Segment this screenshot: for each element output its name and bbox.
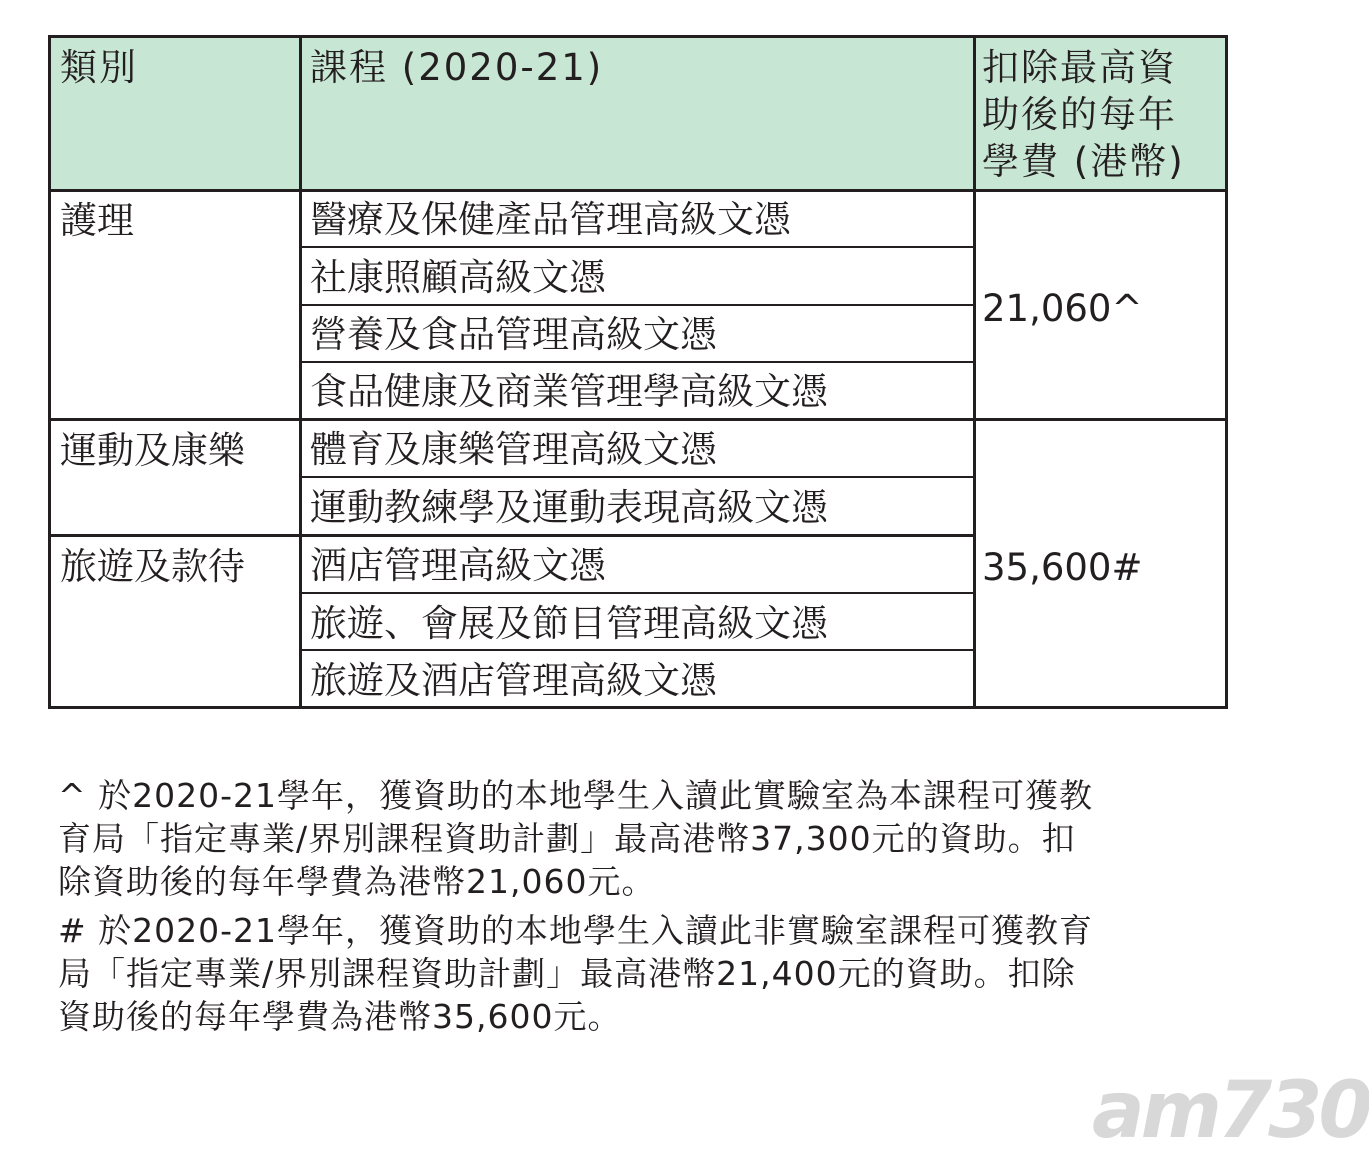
header-divider [48, 189, 1228, 192]
table-border-bottom [48, 706, 1228, 709]
category-cell: 運動及康樂 [60, 429, 245, 472]
footnotes [58, 774, 1238, 1038]
footnote-line: 除資助後的每年學費為港幣21,060元。 [58, 862, 656, 901]
row-divider [299, 361, 976, 363]
fee-cell: 21,060^ [982, 287, 1143, 330]
header-fee-line-2: 助後的每年 [982, 93, 1177, 136]
row-divider [299, 304, 976, 306]
row-divider [299, 592, 976, 594]
row-divider [299, 246, 976, 248]
header-category: 類別 [60, 46, 138, 89]
column-divider [973, 35, 976, 709]
group-divider [48, 534, 976, 537]
course-cell: 社康照顧高級文憑 [310, 256, 606, 299]
course-cell: 旅遊、會展及節目管理高級文憑 [310, 602, 828, 645]
footnote-line: ^ 於2020-21學年，獲資助的本地學生入讀此實驗室為本課程可獲教 [58, 776, 1094, 815]
fee-cell: 35,600# [982, 546, 1143, 589]
footnote-hash [58, 909, 1238, 1038]
table-border-left [48, 35, 51, 709]
category-cell: 旅遊及款待 [60, 545, 245, 588]
course-cell: 體育及康樂管理高級文憑 [310, 428, 717, 471]
footnote-line: 資助後的每年學費為港幣35,600元。 [58, 997, 622, 1036]
footnote-line: # 於2020-21學年，獲資助的本地學生入讀此非實驗室課程可獲教育 [58, 911, 1094, 950]
footnote-line: 育局「指定專業/界別課程資助計劃」最高港幣37,300元的資助。扣 [58, 819, 1076, 858]
course-cell: 營養及食品管理高級文憑 [310, 313, 717, 356]
column-divider [299, 35, 302, 709]
group-divider [48, 418, 1228, 421]
course-cell: 食品健康及商業管理學高級文憑 [310, 370, 828, 413]
footnote-caret [58, 774, 1238, 903]
course-cell: 醫療及保健產品管理高級文憑 [310, 198, 791, 241]
course-cell: 酒店管理高級文憑 [310, 544, 606, 587]
course-cell: 旅遊及酒店管理高級文憑 [310, 659, 717, 702]
header-fee-line-1: 扣除最高資 [982, 46, 1177, 89]
header-course: 課程 (2020-21) [310, 46, 604, 89]
course-cell: 運動教練學及運動表現高級文憑 [310, 486, 828, 529]
row-divider [299, 649, 976, 651]
header-fee-line-3: 學費 (港幣) [982, 140, 1185, 183]
am730-watermark-logo: am730 [1092, 1066, 1369, 1156]
category-cell: 護理 [60, 199, 134, 242]
table-border-right [1225, 35, 1228, 709]
footnote-line: 局「指定專業/界別課程資助計劃」最高港幣21,400元的資助。扣除 [58, 954, 1076, 993]
table-border-top [48, 35, 1228, 38]
row-divider [299, 476, 976, 478]
